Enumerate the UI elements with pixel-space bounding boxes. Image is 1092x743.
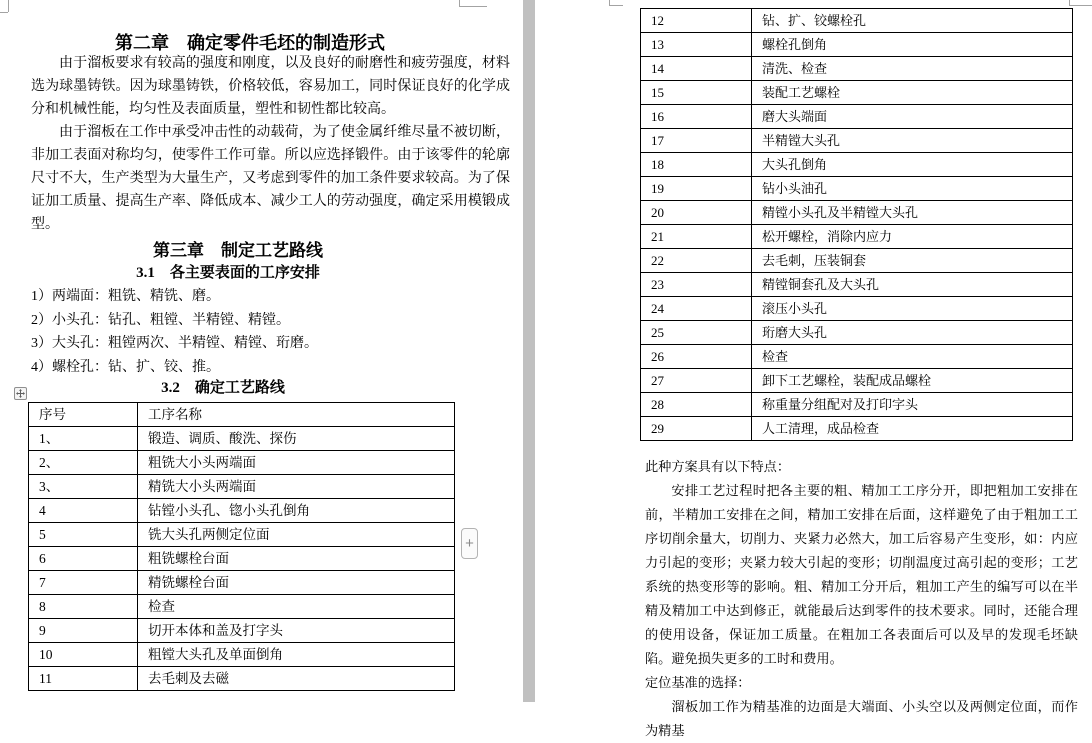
table-row — [641, 249, 1073, 273]
datum-paragraph[interactable]: 溜板加工作为精基准的边面是大端面、小头空以及两侧定位面，而作为精基 — [645, 699, 1078, 738]
page-gap — [523, 0, 535, 702]
process-name-cell[interactable]: 钻镗小头孔、锪小头孔倒角 — [138, 499, 455, 523]
row-number-cell[interactable]: 2、 — [29, 451, 138, 475]
process-name-cell[interactable]: 精铣螺栓台面 — [138, 571, 455, 595]
table-row — [641, 273, 1073, 297]
row-number-cell[interactable]: 18 — [641, 153, 752, 177]
table-header-row — [29, 403, 455, 427]
row-number-cell[interactable]: 28 — [641, 393, 752, 417]
row-number-cell[interactable]: 11 — [29, 667, 138, 691]
table-row — [641, 297, 1073, 321]
row-number-cell[interactable]: 10 — [29, 643, 138, 667]
table-row — [29, 547, 455, 571]
process-name-cell[interactable]: 松开螺栓，消除内应力 — [752, 225, 1073, 249]
row-number-cell[interactable]: 6 — [29, 547, 138, 571]
section-3-2-title[interactable]: 3.2 确定工艺路线 — [161, 380, 285, 396]
features-heading[interactable]: 此种方案具有以下特点： — [645, 459, 791, 474]
row-number-cell[interactable]: 27 — [641, 369, 752, 393]
process-name-cell[interactable]: 半精镗大头孔 — [752, 129, 1073, 153]
chapter3-title[interactable]: 第三章 制定工艺路线 — [153, 241, 323, 260]
row-number-cell[interactable]: 12 — [641, 9, 752, 33]
table-row — [29, 427, 455, 451]
section-3-1-title[interactable]: 3.1 各主要表面的工序安排 — [136, 265, 320, 281]
features-paragraph[interactable]: 安排工艺过程时把各主要的粗、精加工工序分开，即把粗加工安排在前，半精加工安排在之间，精加工安排在后面，这样避免了由于粗加工工序切削余量大，切削力、夹紧力必然大，加工后容易产生变形，如：内应力引起的变形；夹紧力较大引起的变形；切削温度过高引起的变形；工艺系统的热变形等的影响。粗、精加工分开后，粗加工产生的编写可以在半精及精加工中达到修正，就能最后达到零件的技术要求。同时，还能合理的使用设备，保证加工质量。在粗加工各表面后可以及早的发现毛坯缺陷。避免损失更多的工时和费用。 — [645, 483, 1078, 666]
table-row — [29, 595, 455, 619]
process-name-cell[interactable]: 钻小头油孔 — [752, 177, 1073, 201]
table-row — [641, 345, 1073, 369]
table-row — [29, 571, 455, 595]
row-number-cell[interactable]: 29 — [641, 417, 752, 441]
text-boundary-mark-top-right-h — [459, 6, 487, 7]
row-number-cell[interactable]: 24 — [641, 297, 752, 321]
process-name-cell[interactable]: 大头孔倒角 — [752, 153, 1073, 177]
table-row — [29, 451, 455, 475]
chapter2-title[interactable]: 第二章 确定零件毛坯的制造形式 — [115, 33, 385, 53]
process-name-cell[interactable]: 装配工艺螺栓 — [752, 81, 1073, 105]
table-row — [641, 321, 1073, 345]
list-item[interactable]: 4）螺栓孔：钻、扩、铰、推。 — [31, 359, 220, 375]
row-number-cell[interactable]: 16 — [641, 105, 752, 129]
text-boundary-mark-top-right-h — [1069, 5, 1092, 6]
row-number-cell[interactable]: 15 — [641, 81, 752, 105]
process-name-cell[interactable]: 铣大头孔两侧定位面 — [138, 523, 455, 547]
row-number-cell[interactable]: 9 — [29, 619, 138, 643]
list-item[interactable]: 2）小头孔：钻孔、粗镗、半精镗、精镗。 — [31, 312, 290, 328]
table-row — [641, 225, 1073, 249]
text-boundary-mark-top-left-v — [8, 0, 9, 12]
header-cell-number[interactable]: 序号 — [29, 403, 138, 427]
process-name-cell[interactable]: 精镗铜套孔及大头孔 — [752, 273, 1073, 297]
table-row — [641, 201, 1073, 225]
table-row — [29, 643, 455, 667]
table-row — [641, 33, 1073, 57]
table-row — [641, 81, 1073, 105]
table-row — [641, 57, 1073, 81]
process-route-table-part1 — [28, 402, 455, 691]
body-text-block — [645, 455, 1078, 743]
row-number-cell[interactable]: 13 — [641, 33, 752, 57]
table-row — [641, 417, 1073, 441]
process-name-cell[interactable]: 人工清理，成品检查 — [752, 417, 1073, 441]
process-name-cell[interactable]: 磨大头端面 — [752, 105, 1073, 129]
text-boundary-mark-top-left-h — [609, 5, 623, 6]
row-number-cell[interactable]: 3、 — [29, 475, 138, 499]
row-number-cell[interactable]: 22 — [641, 249, 752, 273]
process-name-cell[interactable]: 钻、扩、铰螺栓孔 — [752, 9, 1073, 33]
table-row — [29, 499, 455, 523]
row-number-cell[interactable]: 17 — [641, 129, 752, 153]
process-name-cell[interactable]: 珩磨大头孔 — [752, 321, 1073, 345]
row-number-cell[interactable]: 20 — [641, 201, 752, 225]
table-row — [641, 153, 1073, 177]
row-number-cell[interactable]: 26 — [641, 345, 752, 369]
process-name-cell[interactable]: 精铣大小头两端面 — [138, 475, 455, 499]
process-name-cell[interactable]: 去毛刺及去磁 — [138, 667, 455, 691]
table-row — [641, 177, 1073, 201]
process-name-cell[interactable]: 检查 — [752, 345, 1073, 369]
left-page[interactable] — [0, 0, 523, 702]
list-item[interactable]: 1）两端面：粗铣、精铣、磨。 — [31, 289, 220, 304]
row-number-cell[interactable]: 23 — [641, 273, 752, 297]
process-name-cell[interactable]: 切开本体和盖及打字头 — [138, 619, 455, 643]
process-name-cell[interactable]: 螺栓孔倒角 — [752, 33, 1073, 57]
surface-process-list — [31, 285, 510, 379]
row-number-cell[interactable]: 1、 — [29, 427, 138, 451]
datum-heading[interactable]: 定位基准的选择： — [645, 675, 751, 690]
header-cell-process-name[interactable]: 工序名称 — [138, 403, 455, 427]
process-name-cell[interactable]: 精镗小头孔及半精镗大头孔 — [752, 201, 1073, 225]
process-name-cell[interactable]: 卸下工艺螺栓，装配成品螺栓 — [752, 369, 1073, 393]
move-cross-icon — [16, 389, 25, 398]
row-number-cell[interactable]: 7 — [29, 571, 138, 595]
table-row — [641, 9, 1073, 33]
row-number-cell[interactable]: 5 — [29, 523, 138, 547]
text-boundary-mark-top-left-h — [0, 12, 8, 13]
right-page[interactable] — [535, 0, 1092, 738]
process-name-cell[interactable]: 粗铣大小头两端面 — [138, 451, 455, 475]
table-row — [641, 393, 1073, 417]
process-name-cell[interactable]: 粗镗大头孔及单面倒角 — [138, 643, 455, 667]
table-insert-plus-button[interactable]: + — [461, 528, 478, 559]
process-route-table-part2 — [640, 8, 1073, 441]
process-name-cell[interactable]: 称重量分组配对及打印字头 — [752, 393, 1073, 417]
chapter2-paragraph-2[interactable]: 由于溜板在工作中承受冲击性的动载荷，为了使金属纤维尽量不被切断，非加工表面对称均匀，使零件工作可靠。所以应选择锻件。由于该零件的轮廓尺寸不大，生产类型为大量生产，又考虑到零件的加工条件要求较高。为了保证加工质量、提高生产率、降低成本、减少工人的劳动强度，确定采用模锻成型。 — [31, 125, 510, 232]
process-name-cell[interactable]: 滚压小头孔 — [752, 297, 1073, 321]
process-name-cell[interactable]: 锻造、调质、酸洗、探伤 — [138, 427, 455, 451]
process-name-cell[interactable]: 检查 — [138, 595, 455, 619]
process-name-cell[interactable]: 去毛刺，压装铜套 — [752, 249, 1073, 273]
table-row — [29, 619, 455, 643]
row-number-cell[interactable]: 19 — [641, 177, 752, 201]
table-row — [641, 129, 1073, 153]
row-number-cell[interactable]: 25 — [641, 321, 752, 345]
process-name-cell[interactable]: 粗铣螺栓台面 — [138, 547, 455, 571]
row-number-cell[interactable]: 8 — [29, 595, 138, 619]
row-number-cell[interactable]: 4 — [29, 499, 138, 523]
table-row — [29, 667, 455, 691]
table-row — [641, 369, 1073, 393]
process-name-cell[interactable]: 清洗、检查 — [752, 57, 1073, 81]
row-number-cell[interactable]: 21 — [641, 225, 752, 249]
table-row — [641, 105, 1073, 129]
list-item[interactable]: 3）大头孔：粗镗两次、半精镗、精镗、珩磨。 — [31, 336, 318, 351]
table-move-handle[interactable] — [14, 387, 27, 400]
table-row — [29, 523, 455, 547]
chapter2-paragraph-1[interactable]: 由于溜板要求有较高的强度和刚度，以及良好的耐磨性和疲劳强度，材料选为球墨铸铁。因为球墨铸铁，价格较低，容易加工，同时保证良好的化学成分和机械性能，均匀性及表面质量，塑性和韧性都比较高。 — [31, 56, 510, 117]
table-row — [29, 475, 455, 499]
row-number-cell[interactable]: 14 — [641, 57, 752, 81]
